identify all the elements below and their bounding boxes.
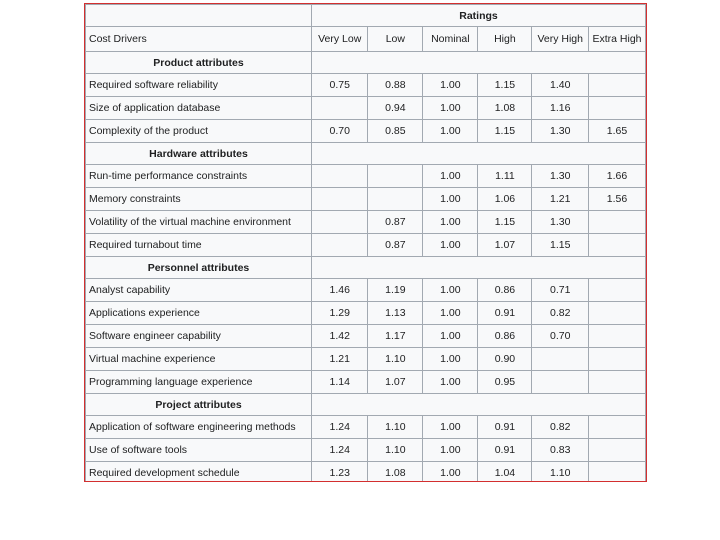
rating-value: 1.00 [423,325,478,348]
rating-value: 1.10 [368,439,423,462]
rating-value: 1.00 [423,462,478,483]
rating-value [589,302,646,325]
rating-value: 0.87 [368,211,423,234]
table-row [86,279,646,302]
table-row [86,74,646,97]
corner-cell [86,5,312,27]
cost-driver-name: Applications experience [86,302,312,325]
rating-value: 1.21 [311,348,367,371]
group-blank-cell [311,52,645,74]
rating-value: 1.00 [423,211,478,234]
ratings-header: Ratings [311,5,645,27]
rating-value: 1.00 [423,439,478,462]
group-blank-cell [311,257,645,279]
rating-value: 1.30 [532,211,589,234]
rating-value: 0.71 [532,279,589,302]
rating-value: 0.87 [368,234,423,257]
group-header-row [86,257,646,279]
rating-value [532,348,589,371]
rating-value: 1.00 [423,348,478,371]
rating-value: 0.70 [532,325,589,348]
rating-value: 1.00 [423,97,478,120]
rating-value: 1.00 [423,165,478,188]
group-header-row [86,143,646,165]
rating-value: 1.10 [532,462,589,483]
rating-value: 0.75 [311,74,367,97]
rating-value [589,416,646,439]
rating-value: 0.91 [478,416,532,439]
rating-value: 1.23 [311,462,367,483]
rating-value: 1.24 [311,416,367,439]
rating-value: 0.83 [532,439,589,462]
rating-value: 1.00 [423,234,478,257]
rating-value: 0.82 [532,302,589,325]
rating-value: 1.00 [423,279,478,302]
rating-label: High [478,27,532,52]
table-row [86,120,646,143]
rating-value [311,211,367,234]
rating-value: 0.90 [478,348,532,371]
column-header-row [86,27,646,52]
rating-value: 1.15 [478,120,532,143]
rating-value [311,165,367,188]
rating-value: 0.86 [478,325,532,348]
cost-drivers-table [85,4,646,482]
cost-driver-name: Use of software tools [86,439,312,462]
rating-label: Extra High [589,27,646,52]
group-blank-cell [311,394,645,416]
cost-driver-name: Virtual machine experience [86,348,312,371]
rating-value: 1.65 [589,120,646,143]
ratings-header-row [86,5,646,27]
rating-value: 1.00 [423,120,478,143]
rating-value: 1.06 [478,188,532,211]
group-title: Hardware attributes [86,143,312,165]
rating-value [311,97,367,120]
cost-drivers-header: Cost Drivers [86,27,312,52]
cocomo-table-frame [84,3,647,482]
group-blank-cell [311,143,645,165]
table-row [86,439,646,462]
rating-value [589,234,646,257]
rating-value: 0.85 [368,120,423,143]
rating-value: 1.19 [368,279,423,302]
cost-driver-name: Complexity of the product [86,120,312,143]
rating-value: 1.15 [478,74,532,97]
table-row [86,348,646,371]
rating-value [368,188,423,211]
rating-value: 0.70 [311,120,367,143]
group-title: Project attributes [86,394,312,416]
rating-value: 0.86 [478,279,532,302]
table-row [86,462,646,483]
table-row [86,188,646,211]
rating-value [589,97,646,120]
cost-driver-name: Required software reliability [86,74,312,97]
rating-value: 1.24 [311,439,367,462]
rating-value: 1.13 [368,302,423,325]
rating-value [589,462,646,483]
rating-label: Very High [532,27,589,52]
rating-value: 0.82 [532,416,589,439]
rating-value: 1.00 [423,416,478,439]
rating-value [589,348,646,371]
group-header-row [86,394,646,416]
rating-value [589,325,646,348]
table-row [86,371,646,394]
rating-value: 0.95 [478,371,532,394]
cost-driver-name: Required development schedule [86,462,312,483]
table-row [86,302,646,325]
rating-value: 0.88 [368,74,423,97]
rating-value: 1.04 [478,462,532,483]
rating-value: 1.10 [368,416,423,439]
rating-label: Low [368,27,423,52]
rating-value: 1.00 [423,74,478,97]
rating-label: Very Low [311,27,367,52]
rating-value [311,234,367,257]
rating-value: 1.08 [478,97,532,120]
rating-value: 1.11 [478,165,532,188]
rating-value: 1.46 [311,279,367,302]
rating-value [368,165,423,188]
group-title: Product attributes [86,52,312,74]
table-row [86,211,646,234]
cost-driver-name: Application of software engineering methods [86,416,312,439]
rating-value: 1.00 [423,302,478,325]
cost-driver-name: Volatility of the virtual machine environment [86,211,312,234]
rating-value: 0.94 [368,97,423,120]
table-row [86,416,646,439]
rating-value [589,279,646,302]
rating-value: 1.00 [423,188,478,211]
rating-value: 1.40 [532,74,589,97]
rating-value: 0.91 [478,439,532,462]
table-row [86,325,646,348]
rating-value: 0.91 [478,302,532,325]
rating-value: 1.10 [368,348,423,371]
rating-value: 1.07 [368,371,423,394]
cost-driver-name: Memory constraints [86,188,312,211]
rating-value: 1.15 [478,211,532,234]
cost-driver-name: Run-time performance constraints [86,165,312,188]
cost-driver-name: Required turnabout time [86,234,312,257]
rating-value: 1.21 [532,188,589,211]
rating-label: Nominal [423,27,478,52]
rating-value [532,371,589,394]
rating-value [311,188,367,211]
rating-value: 1.30 [532,120,589,143]
rating-value: 1.56 [589,188,646,211]
group-header-row [86,52,646,74]
rating-value [589,439,646,462]
cost-driver-name: Programming language experience [86,371,312,394]
rating-value: 1.00 [423,371,478,394]
rating-value [589,211,646,234]
rating-value: 1.66 [589,165,646,188]
table-row [86,165,646,188]
rating-value: 1.16 [532,97,589,120]
table-row [86,97,646,120]
group-title: Personnel attributes [86,257,312,279]
rating-value: 1.42 [311,325,367,348]
rating-value: 1.07 [478,234,532,257]
rating-value: 1.14 [311,371,367,394]
rating-value: 1.29 [311,302,367,325]
table-row [86,234,646,257]
rating-value [589,74,646,97]
rating-value: 1.17 [368,325,423,348]
cost-driver-name: Size of application database [86,97,312,120]
cost-driver-name: Software engineer capability [86,325,312,348]
rating-value [589,371,646,394]
cost-driver-name: Analyst capability [86,279,312,302]
rating-value: 1.30 [532,165,589,188]
rating-value: 1.15 [532,234,589,257]
rating-value: 1.08 [368,462,423,483]
